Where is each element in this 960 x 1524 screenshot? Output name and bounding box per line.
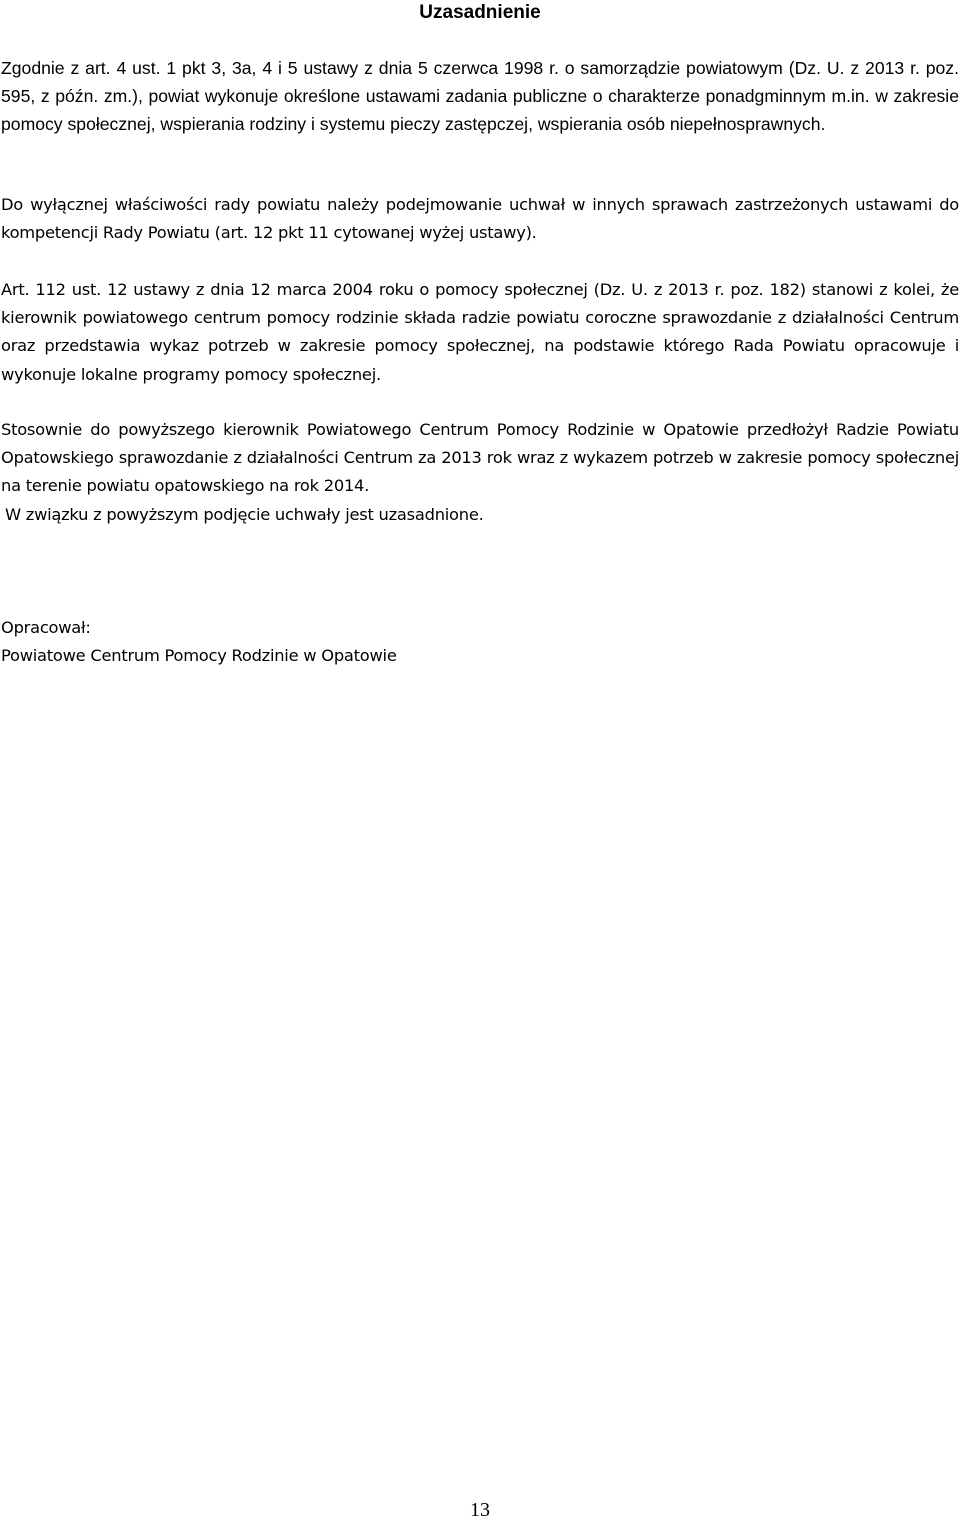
page-title: Uzasadnienie [419, 2, 541, 23]
paragraph-council-competence: Do wyłącznej właściwości rady powiatu należy podejmowanie uchwał w innych sprawach zastrzeżonych ustawami do kompetencji Rady Powiatu (art. 12 pkt 11 cytowanej wyżej ustawy). [1, 195, 959, 243]
paragraph-conclusion: W związku z powyższym podjęcie uchwały jest uzasadnione. [5, 505, 484, 524]
paragraph-social-assistance-act: Art. 112 ust. 12 ustawy z dnia 12 marca 2004 roku o pomocy społecznej (Dz. U. z 2013 r. poz. 182) stanowi z kolei, że kierownik powiatowego centrum pomocy rodzinie składa radzie powiatu coroczne sprawozdanie z działalności Centrum oraz przedstawia wykaz potrzeb w zakresie pomocy społecznej, na podstawie którego Rada Powiatu opracowuje i wykonuje lokalne programy pomocy społecznej. [1, 280, 959, 384]
prepared-by-name: Powiatowe Centrum Pomocy Rodzinie w Opatowie [1, 646, 397, 665]
page-number: 13 [470, 1499, 490, 1521]
prepared-by-label: Opracował: [1, 618, 91, 637]
paragraph-report-submission: Stosownie do powyższego kierownik Powiatowego Centrum Pomocy Rodzinie w Opatowie przedłożył Radzie Powiatu Opatowskiego sprawozdanie z działalności Centrum za 2013 rok wraz z wykazem potrzeb w zakresie pomocy społecznej na terenie powiatu opatowskiego na rok 2014. [1, 420, 959, 496]
paragraph-legal-basis: Zgodnie z art. 4 ust. 1 pkt 3, 3a, 4 i 5 ustawy z dnia 5 czerwca 1998 r. o samorządzie powiatowym (Dz. U. z 2013 r. poz. 595, z późn. zm.), powiat wykonuje określone ustawami zadania publiczne o charakterze ponadgminnym m.in. w zakresie pomocy społecznej, wspierania rodziny i systemu pieczy zastępczej, wspierania osób niepełnosprawnych. [1, 58, 959, 134]
